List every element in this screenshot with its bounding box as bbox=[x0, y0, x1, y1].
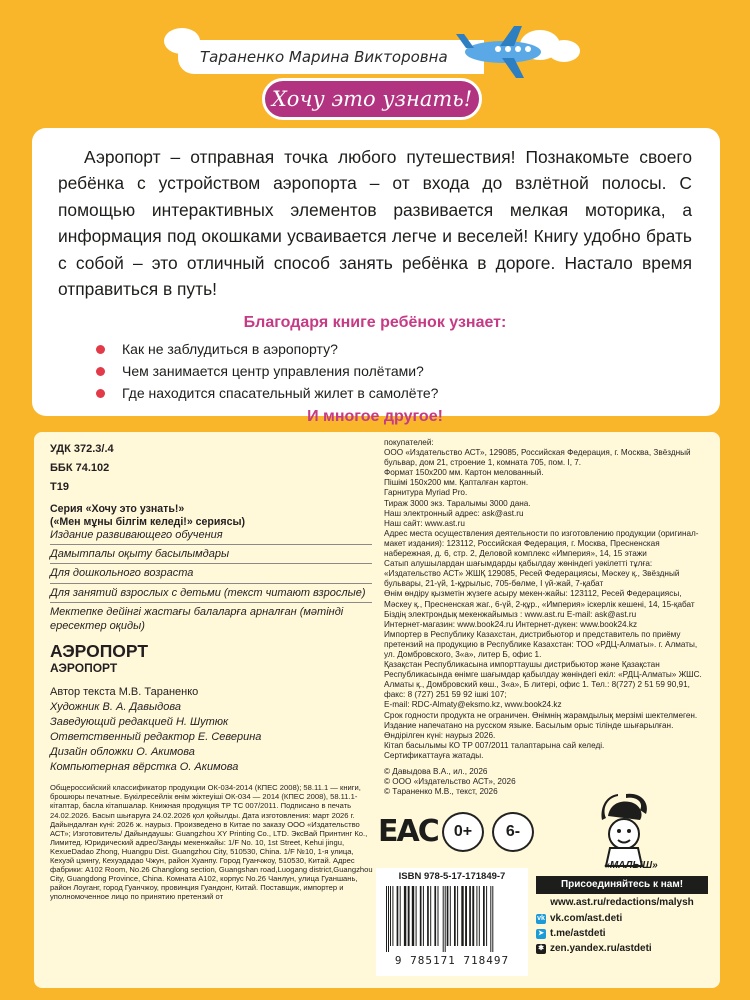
credit-line: Дизайн обложки О. Акимова bbox=[50, 746, 195, 759]
udk-code: УДК 372.3/.4 bbox=[50, 443, 114, 455]
barcode-bar bbox=[420, 886, 422, 946]
divider bbox=[50, 544, 372, 545]
barcode-digits: 9 785171 718497 bbox=[394, 954, 510, 967]
intro-text: Аэропорт – отправная точка любого путешествия! Познакомьте своего ребёнка с устройством аэропорта – от входа до взлётной полосы. С помощью интерактивных элементов развивается мелкая моторика, а информация под окошками усваивается легче и веселей! Книгу удобно брать с собой – это отличный способ занять ребёнка в дороге. Настало время отправиться в путь! bbox=[58, 147, 692, 300]
series-name-kz: («Мен мұны білгім келеді!» сериясы) bbox=[50, 515, 246, 528]
barcode-bar bbox=[486, 886, 487, 946]
barcode-bar bbox=[408, 886, 410, 946]
credit-line: Компьютерная вёрстка О. Акимова bbox=[50, 761, 239, 774]
imprint-line: Сатып алушылардан шағымдарды қабылдау жөніндегі уәкілетті тұлға: «Издательство АСТ» ЖШҚ 129085, Ресей Федерациясы, Мәскеу қ., Звёздный бульвары, 21-үй, 1-құрылыс, 705-бөлме, I үй-жай, 7-қабат bbox=[384, 559, 680, 589]
genre-line: Для дошкольного возраста bbox=[50, 567, 194, 580]
social-link-zen[interactable] bbox=[536, 941, 708, 956]
learn-list bbox=[96, 338, 692, 404]
series-badge: Хочу это узнать! bbox=[262, 78, 482, 120]
production-details: Общероссийский классификатор продукции ОК-034-2014 (КПЕС 2008); 58.11.1 — книги, брошюры печатные. Бүкілресейлік өнім жіктеуіші ОК-034 — 2014 (КПЕС 2008), 58.11.1-кітаптар, басла кітапшалар. Книжная продукция ТР ТС 007/2011. Подписано в печать 24.02.2026. Басып шығаруға 24.02.2026 қол қойылды. Дата изготовления: март 2026 г. Дайындалған күні: 2026 ж. наурыз. Произведено в Китае по заказу ООО «Издательство АСТ»; Изготовитель/ Дайындаушы: Guangzhou XY Printing Co., LTD. ЭксВай Принтинг Ко., Лимитед. Юридический адрес/Заңды мекенжайы: 1/F No. 10, 1st Street, Kehui jingu, KexueDadao Zhong, Huangpu Dist. Guangzhou City, 510530, China. 1/F №10, 1-я улица, Кехуэй цзингу, Кехуэдадао Чжун, район Хуанпу. Город Гуанчжоу, 510530, Китай. Адрес фабрики: A102 Room, No.26 Changlong section, Guangshan road,Luogang district,Guangzhou City, Guangdong Province, China. Комната А102, корпус No.26 Чанлун, улица Гуаншань, район Лоуганг, город Гуанчжоу, провинция Гуандонг, Китай. Поставщик, импортер и уполномоченное лицо по принятию претензий от bbox=[50, 783, 373, 902]
barcode-bar bbox=[450, 886, 451, 946]
airplane-icon bbox=[448, 22, 558, 82]
learn-heading: Благодаря книге ребёнок узнает: bbox=[243, 314, 507, 332]
telegram-icon: ➤ bbox=[536, 929, 546, 939]
barcode-bar bbox=[447, 886, 449, 946]
join-us-banner: Присоединяйтесь к нам! bbox=[536, 876, 708, 894]
copyright-line: © ООО «Издательство АСТ», 2026 bbox=[384, 777, 516, 787]
age-rating-badge: 6- bbox=[492, 812, 534, 852]
social-link-telegram[interactable] bbox=[536, 926, 708, 941]
imprint-line: Пішімі 150х200 мм. Қапталған картон. bbox=[384, 478, 529, 488]
zen-icon: ✱ bbox=[536, 944, 546, 954]
imprint-line: E-mail: RDC-Almaty@eksmo.kz, www.book24.kz bbox=[384, 700, 562, 710]
credits-list bbox=[50, 685, 372, 775]
isbn-label: ISBN 978-5-17-171849-7 bbox=[398, 871, 506, 882]
publisher-site-link[interactable]: www.ast.ru/redactions/malysh bbox=[550, 897, 694, 908]
copyright-line: © Тараненко М.В., текст, 2026 bbox=[384, 787, 498, 797]
bullet-dot-icon bbox=[96, 367, 105, 376]
imprint-line: Өнім өндіру қызметін жүзеге асыру мекен-жайы: 123112, Ресей Федерациясы, Мәскеу қ., Пресненская жаг., 6-үй, 2-құр., «Империя» іскерлік кешені, 14, 15-қабат bbox=[384, 589, 695, 609]
book-subtitle: АЭРОПОРТ bbox=[50, 661, 118, 676]
barcode-bar bbox=[465, 886, 467, 946]
book-title: АЭРОПОРТ bbox=[50, 641, 149, 662]
copyright-line: © Давыдова В.А., ил., 2026 bbox=[384, 767, 488, 776]
barcode-bar bbox=[397, 886, 399, 946]
list-item-text: Чем занимается центр управления полётами? bbox=[122, 363, 424, 380]
barcode-bar bbox=[492, 886, 493, 952]
imprint-line: Өндірілген күні: наурыз 2026. bbox=[384, 730, 496, 740]
social-link-text: t.me/astdeti bbox=[550, 928, 606, 939]
barcode-bar bbox=[386, 886, 387, 952]
barcode-bar bbox=[404, 886, 406, 946]
barcode-bar bbox=[490, 886, 491, 952]
index-code: Т19 bbox=[50, 481, 69, 493]
barcode-bar bbox=[438, 886, 439, 946]
barcode-bar bbox=[476, 886, 477, 946]
imprint-line: Кітап басылымы КО ТР 007/2011 талаптарына сай келеді. bbox=[384, 740, 605, 750]
barcode-bar bbox=[445, 886, 446, 952]
eac-mark: EAC bbox=[378, 814, 438, 849]
imprint-line: Издание напечатано на русском языке. Басылым орыс тілінде шығарылған. bbox=[384, 720, 674, 730]
divider bbox=[50, 563, 372, 564]
genre-line: Издание развивающего обучения bbox=[50, 529, 223, 541]
description-panel bbox=[32, 128, 720, 426]
more-text: И многое другое! bbox=[307, 408, 443, 426]
credit-line: Заведующий редакцией Н. Шутюк bbox=[50, 716, 229, 729]
imprint-line: Срок годности продукта не ограничен. Өнімнің жарамдылық мерзімі шектелмеген. bbox=[384, 710, 698, 720]
imprint-line: Гарнитура Myriad Pro. bbox=[384, 488, 468, 498]
social-links bbox=[536, 911, 708, 956]
list-item bbox=[96, 360, 692, 382]
certification-marks bbox=[378, 810, 538, 854]
bbk-code: ББК 74.102 bbox=[50, 462, 110, 474]
barcode-bar bbox=[427, 886, 429, 946]
imprint-line: Импортер в Республику Казахстан, дистрибьютор и представитель по приёму претензий на продукцию в Республике Казахстан: ТОО «РДЦ-Алматы». г. Алматы, ул. Домбровского, 3«а», литер Б, офис 1. bbox=[384, 629, 698, 659]
list-item-text: Где находится спасательный жилет в самолёте? bbox=[122, 385, 439, 402]
barcode-bar bbox=[400, 886, 401, 946]
author-name: Тараненко Марина Викторовна bbox=[178, 40, 484, 74]
list-item-text: Как не заблудиться в аэропорту? bbox=[122, 341, 338, 358]
barcode-bar bbox=[430, 886, 431, 946]
barcode-bar bbox=[390, 886, 391, 946]
age-rating-badge: 0+ bbox=[442, 812, 484, 852]
imprint-line: Формат 150х200 мм. Картон мелованный. bbox=[384, 468, 544, 478]
barcode-bar bbox=[434, 886, 436, 946]
barcode-bars bbox=[384, 886, 520, 952]
barcode-bar bbox=[479, 886, 480, 946]
genre-line: Мектепке дейінгі жастағы балаларға арналған (мәтінді ересектер оқиды) bbox=[50, 605, 344, 633]
social-link-vk[interactable] bbox=[536, 911, 708, 926]
series-name-ru: Серия «Хочу это узнать!» bbox=[50, 503, 185, 515]
imprint-line: Біздің электрондық мекенжайымыз : www.ast.ru E-mail: ask@ast.ru bbox=[384, 609, 637, 619]
imprint-line: Интернет-магазин: www.book24.ru Интернет-дүкен: www.book24.kz bbox=[384, 619, 638, 629]
barcode-bar bbox=[392, 886, 393, 946]
list-item bbox=[96, 338, 692, 360]
barcode-bar bbox=[461, 886, 463, 946]
barcode-bar bbox=[483, 886, 485, 946]
imprint-line: Сертификаттауға жатады. bbox=[384, 750, 484, 760]
barcode-bar bbox=[416, 886, 417, 946]
barcode-bar bbox=[388, 886, 389, 952]
imprint-left-column bbox=[50, 440, 372, 901]
genre-line: Дамытпалы оқыту басылымдары bbox=[50, 548, 230, 561]
barcode-bar bbox=[443, 886, 444, 952]
imprint-line: Адрес места осуществления деятельности по изготовлению продукции (оригинал-макет издания): 123112, Российская Федерация, г. Москва, Пресненская набережная, д. 6, стр. 2, Деловой комплекс «Империя», 14, 15 этажи bbox=[384, 528, 699, 559]
credit-line: Ответственный редактор Е. Северина bbox=[50, 731, 262, 744]
classification-codes bbox=[50, 440, 372, 497]
barcode-bar bbox=[457, 886, 458, 946]
barcode-bar bbox=[412, 886, 414, 946]
imprint-line: ООО «Издательство АСТ», 129085, Российская Федерация, г. Москва, Звёздный бульвар, дом 21, строение 1, комната 705, пом. I, 7. bbox=[384, 448, 691, 468]
imprint-line: Тираж 3000 экз. Таралымы 3000 дана. bbox=[384, 498, 531, 508]
malysh-logo-icon bbox=[596, 790, 656, 868]
barcode-bar bbox=[472, 886, 474, 946]
social-link-text: zen.yandex.ru/astdeti bbox=[550, 943, 652, 954]
imprint-line: Наш электронный адрес: ask@ast.ru bbox=[384, 508, 524, 518]
publisher-logo-text: «МАЛЫШ» bbox=[604, 860, 658, 871]
barcode-bar bbox=[423, 886, 424, 946]
barcode-bar bbox=[469, 886, 471, 946]
divider bbox=[50, 602, 372, 603]
imprint-line: покупателей: bbox=[384, 438, 434, 447]
divider bbox=[50, 583, 372, 584]
credit-line: Художник В. А. Давыдова bbox=[50, 701, 181, 714]
barcode bbox=[376, 868, 528, 976]
credit-line: Автор текста М.В. Тараненко bbox=[50, 686, 199, 699]
imprint-right-column bbox=[384, 438, 709, 797]
genre-line: Для занятий взрослых с детьми (текст читают взрослые) bbox=[50, 586, 366, 599]
list-item bbox=[96, 382, 692, 404]
imprint-line: Қазақстан Республикасына импорттаушы дистрибьютор және Қазақстан Республикасында өнімге шағымдар қабылдау жөніндегі екіл: «РДЦ-Алматы» ЖШС. Алматы қ., Домбровский көш., 3«а», Б литері, офис 1. Тел.: 8(727) 2 51 59 90,91, факс: 8 (727) 251 59 92 ішкі 107; bbox=[384, 660, 702, 700]
bullet-dot-icon bbox=[96, 345, 105, 354]
social-link-text: vk.com/ast.deti bbox=[550, 913, 623, 924]
vk-icon: vk bbox=[537, 914, 545, 922]
barcode-bar bbox=[454, 886, 456, 946]
bullet-dot-icon bbox=[96, 389, 105, 398]
imprint-line: Наш сайт: www.ast.ru bbox=[384, 518, 465, 528]
